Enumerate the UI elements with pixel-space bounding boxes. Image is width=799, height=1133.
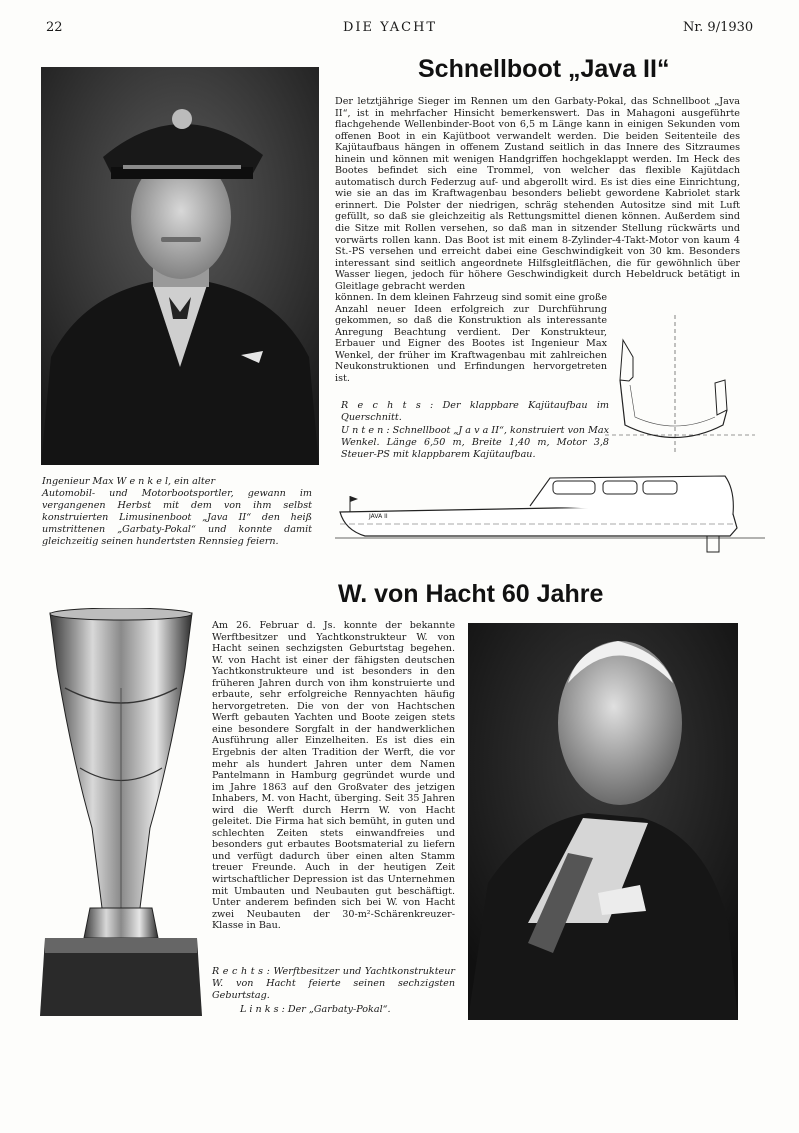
article-title-java: Schnellboot „Java II“: [418, 55, 670, 83]
boat-name-label: JAVA II: [369, 513, 388, 520]
caption-portrait-wenkel: Ingenieur Max W e n k e l, ein alter Automobil- und Motorbootsportler, gewann im vergangenen Herbst mit dem von ihm selbst konstruierten Limusinenboot „Java II“ den heiß umstrittenen „Garbaty-Pokal“ und konnte damit gleichzeitig seinen hundertsten Rennsieg feiern.: [42, 476, 312, 547]
caption-pokal: L i n k s : Der „Garbaty-Pokal“.: [240, 1004, 391, 1015]
portrait-max-wenkel: [41, 67, 319, 465]
cross-section-drawing: [605, 315, 755, 455]
caption-hacht: R e c h t s : Werftbesitzer und Yachtkonstrukteur W. von Hacht feierte seinen sechzigsten Geburtstag.: [212, 966, 455, 1001]
portrait-photo: [41, 67, 319, 465]
magazine-title: DIE YACHT: [343, 20, 438, 35]
page-number: 22: [46, 20, 63, 35]
caption-cross-section: R e c h t s : Der klappbare Kajütaufbau im Querschnitt.: [341, 400, 609, 423]
article-body-java-narrow: können. In dem kleinen Fahrzeug sind somit eine große Anzahl neuer Ideen erfolgreich zur Durchführung gekommen, so daß die Konstruktion als interessante Anregung Beachtung verdient. Der Konstrukteur, Erbauer und Eigner des Bootes ist Ingenieur Max Wenkel, der früher im Kraftwagenbau mit zahlreichen Neukonstruktionen und Erfindungen hervorgetreten ist.: [335, 292, 607, 384]
garbaty-pokal-trophy: [40, 608, 202, 1016]
article-body-java: Der letztjährige Sieger im Rennen um den Garbaty-Pokal, das Schnellboot „Java II“, ist in mehrfacher Hinsicht bemerkenswert. Das in Mahagoni ausgeführte flachgehende Wellenbinder-Boot von 6,5 m Länge kann in einigen Sekunden vom offenen Boot in ein Kajütboot verwandelt werden. Die beiden Seitenteile des Kajütaufbaus hängen in offenem Zustand seitlich in das Innere des Sitzraumes hinein und können mit wenigen Handgriffen hochgeklappt werden. Im Heck des Bootes befindet sich eine Trommel, von welcher das flexible Kajütdach automatisch durch Federzug auf- und abgerollt wird. Es ist dies eine Einrichtung, wie sie an das im Kraftwagenbau besonders beliebt gewordene Kabriolet stark erinnert. Die Polster der niedrigen, schräg stehenden Autositze sind mit Luft gefüllt, so daß sie gleichzeitig als Rettungsmittel dienen können. Außerdem sind die Sitze mit Rollen versehen, so daß man in sitzender Stellung rückwärts und vorwärts rollen kann. Das Boot ist mit einem 8-Zylinder-4-Takt-Motor von kaum 4 St.-PS versehen und erreicht dabei eine Geschwindigkeit von 30 km. Besonders interessant sind seitlich angeordnete Hilfsgleitflächen, die für gewöhnlich über Wasser liegen, jedoch für höhere Geschwindigkeit durch Hebeldruck betätigt in Gleitlage gebracht werden: [335, 96, 740, 292]
article-body-hacht: Am 26. Februar d. Js. konnte der bekannte Werftbesitzer und Yachtkonstrukteur W. von Hacht seinen sechzigsten Geburtstag begehen. W. von Hacht ist einer der fähigsten deutschen Yachtkonstrukteure und ist besonders in den früheren Jahren durch von ihm konstruierte und erbaute, sehr erfolgreiche Rennyachten häufig hervorgetreten. Die von der von Hachtschen Werft gebauten Yachten und Boote zeigen stets eine besondere Sorgfalt in der handwerklichen Ausführung aller Einzelheiten. Es ist dies ein Ergebnis der alten Tradition der Werft, die vor mehr als hundert Jahren unter dem Namen Pantelmann in Hamburg gegründet wurde und im Jahre 1863 auf den Großvater des jetzigen Inhabers, M. von Hacht, überging. Seit 35 Jahren wird die Werft durch Herrn W. von Hacht geleitet. Die Firma hat sich bemüht, in guten und schlechten Zeiten stets einwandfreies und besonders gut erbautes Bootsmaterial zu liefern und verfügt dadurch über einen alten Stamm treuer Freunde. Auch in der heutigen Zeit wirtschaftlicher Depression ist das Unternehmen mit Umbauten und Neubauten gut beschäftigt. Unter anderem befinden sich bei W. von Hacht zwei Neubauten der 30-m²-Schärenkreuzer-Klasse in Bau.: [212, 620, 455, 932]
caption-boat: U n t e n : Schnellboot „J a v a II“, konstruiert von Max Wenkel. Länge 6,50 m, Breite 1,40 m, Motor 3,8 Steuer-PS mit klappbarem Kajütaufbau.: [341, 425, 609, 460]
boat-side-view-drawing: [335, 468, 765, 558]
issue-number: Nr. 9/1930: [683, 20, 754, 35]
portrait-photo-hacht: [468, 623, 738, 1020]
portrait-w-von-hacht: [468, 623, 738, 1020]
trophy-photo: [40, 608, 202, 1016]
article-title-hacht: W. von Hacht 60 Jahre: [338, 580, 604, 608]
